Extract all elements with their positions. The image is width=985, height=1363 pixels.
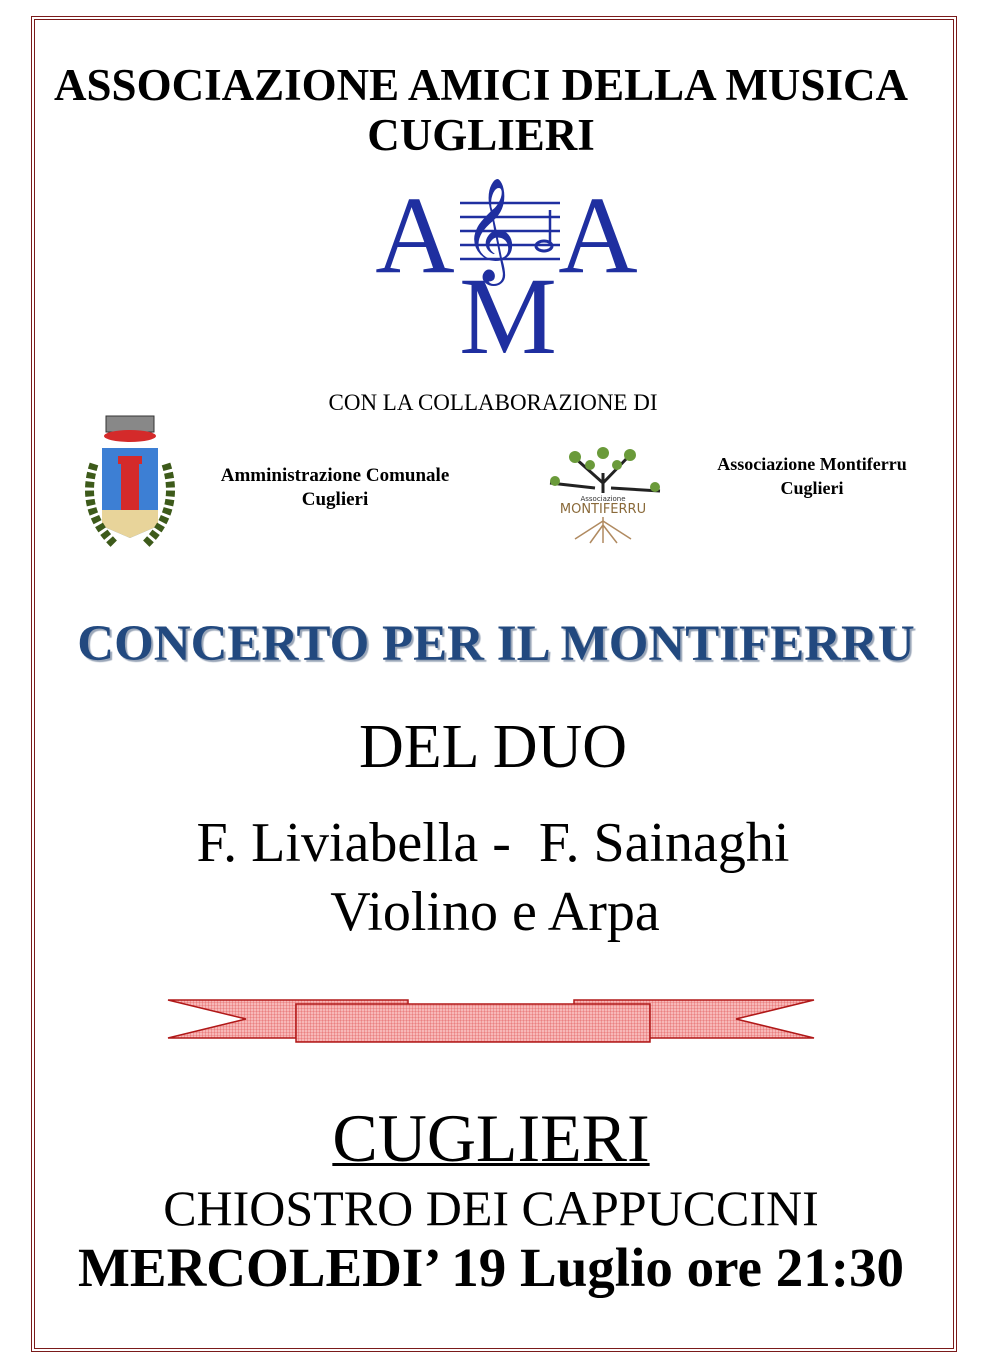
event-subtitle: DEL DUO [358,713,628,781]
header-line1: ASSOCIAZIONE AMICI DELLA MUSICA [54,60,908,110]
event-venue: CHIOSTRO DEI CAPPUCCINI [163,1180,819,1236]
collaboration-label: CON LA COLLABORAZIONE DI [328,390,658,415]
svg-text:A: A [375,175,455,296]
event-title: CONCERTO PER IL MONTIFERRU [77,616,915,672]
aam-logo [345,175,670,365]
cuglieri-crest-icon [74,414,186,556]
svg-text:Associazione: Associazione [580,495,626,503]
partner-city: Cuglieri [301,489,369,510]
svg-text:A: A [558,175,638,296]
montiferru-logo [535,443,671,547]
event-performers: F. Liviabella - F. Sainaghi [196,812,790,874]
ribbon-banner [166,996,816,1044]
svg-text:M: M [459,255,557,365]
event-city: CUGLIERI [332,1100,650,1176]
partner-name: Amministrazione Comunale [220,465,450,486]
header-line2: CUGLIERI [367,110,595,160]
partner-city: Cuglieri [780,478,844,498]
svg-text:MONTIFERRU: MONTIFERRU [559,502,647,517]
svg-text:𝄞: 𝄞 [463,177,517,282]
event-datetime: MERCOLEDI’ 19 Luglio ore 21:30 [77,1237,905,1298]
event-instruments: Violino e Arpa [330,881,660,943]
partner-name: Associazione Montiferru [717,454,907,474]
